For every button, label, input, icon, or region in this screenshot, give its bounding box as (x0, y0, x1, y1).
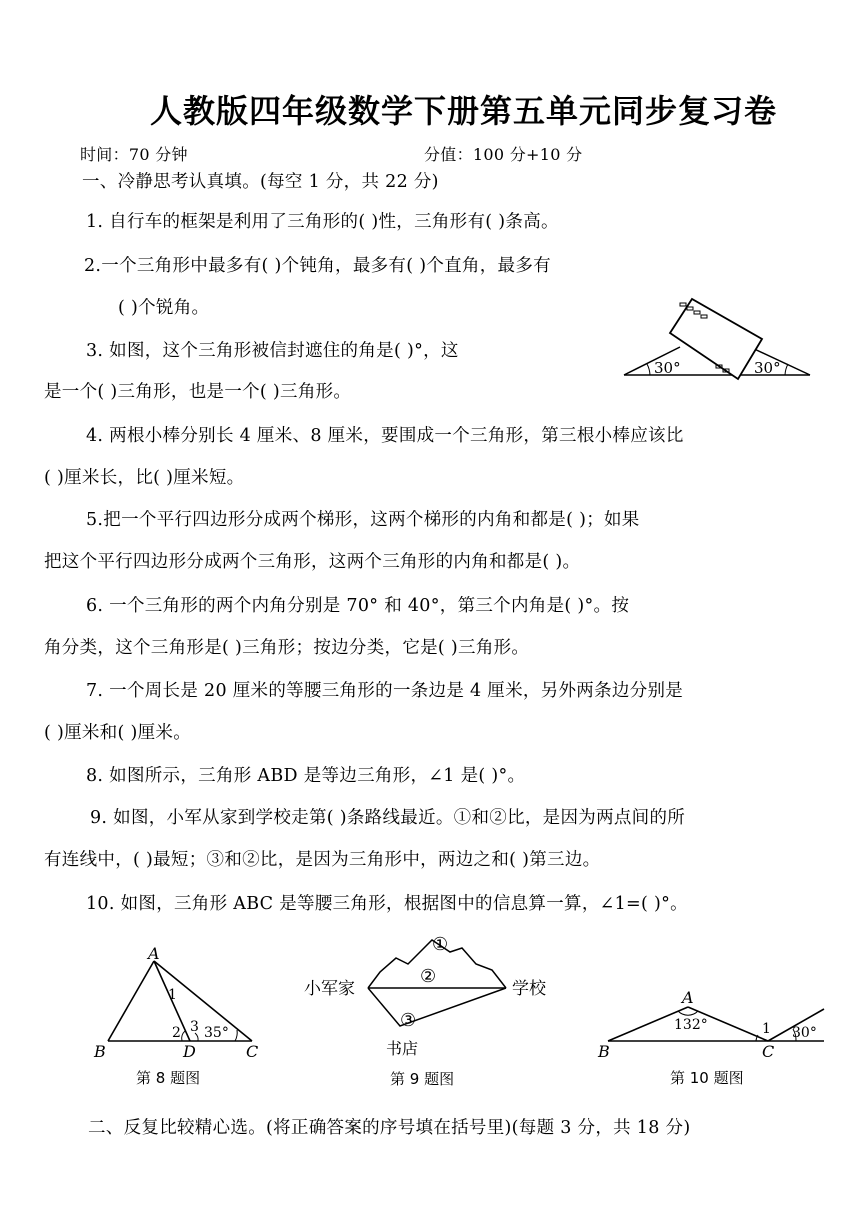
page-title: 人教版四年级数学下册第五单元同步复习卷 (150, 92, 778, 130)
fig9-school-label: 学校 (512, 979, 546, 999)
fig8-label-d: D (183, 1042, 196, 1061)
question-4-line-1: 4. 两根小棒分别长 4 厘米、8 厘米，要围成一个三角形，第三根小棒应该比 (86, 426, 684, 446)
fig10-caption: 第 10 题图 (670, 1069, 744, 1087)
section-1-heading: 一、冷静思考认真填。(每空 1 分，共 22 分) (82, 172, 439, 192)
fig10-angle-132: 132° (674, 1017, 708, 1033)
question-7-line-2: ( )厘米和( )厘米。 (44, 723, 192, 743)
fig8-label-b: B (94, 1042, 106, 1061)
question-8: 8. 如图所示，三角形 ABD 是等边三角形，∠1 是( )°。 (86, 766, 526, 786)
fig8-angle-2: 2 (172, 1025, 181, 1041)
question-3-line-2: 是一个( )三角形，也是一个( )三角形。 (44, 382, 352, 402)
fig9-route-2: ② (420, 966, 437, 987)
fig8-label-c: C (246, 1042, 259, 1061)
fig8-caption: 第 8 题图 (136, 1069, 201, 1087)
exam-score: 分值：100 分+10 分 (424, 145, 583, 164)
fig8-label-a: A (148, 944, 160, 963)
fig9-store-label: 书店 (386, 1039, 419, 1058)
fig10-angle-30: 30° (792, 1025, 817, 1041)
question-2-line-1: 2.一个三角形中最多有( )个钝角，最多有( )个直角，最多有 (84, 256, 551, 276)
question-7-line-1: 7. 一个周长是 20 厘米的等腰三角形的一条边是 4 厘米，另外两条边分别是 (86, 681, 684, 701)
fig10-label-c: C (762, 1042, 775, 1061)
fig8-angle-1: 1 (168, 987, 177, 1003)
exam-time: 时间：70 分钟 (80, 145, 188, 164)
question-2-line-2: ( )个锐角。 (118, 298, 210, 318)
figure-q3-envelope-triangle (620, 295, 820, 385)
fig10-label-a: A (682, 988, 694, 1007)
question-10: 10. 如图，三角形 ABC 是等腰三角形，根据图中的信息算一算，∠1=( )°。 (86, 894, 688, 914)
figure-9-routes (300, 930, 570, 1088)
question-6-line-1: 6. 一个三角形的两个内角分别是 70° 和 40°，第三个内角是( )°。按 (86, 596, 630, 616)
fig10-angle-1: 1 (762, 1021, 771, 1037)
question-1: 1. 自行车的框架是利用了三角形的( )性，三角形有( )条高。 (86, 212, 559, 232)
fig9-caption: 第 9 题图 (390, 1070, 455, 1088)
question-9-line-1: 9. 如图，小军从家到学校走第( )条路线最近。①和②比，是因为两点间的所 (90, 808, 686, 828)
section-2-heading: 二、反复比较精心选。(将正确答案的序号填在括号里)(每题 3 分，共 18 分) (88, 1118, 691, 1138)
question-3-line-1: 3. 如图，这个三角形被信封遮住的角是( )°，这 (86, 341, 459, 361)
question-5-line-2: 把这个平行四边形分成两个三角形，这两个三角形的内角和都是( )。 (44, 552, 581, 572)
figure-10-isosceles (596, 945, 826, 1085)
q3-angle-right-label: 30° (754, 359, 781, 377)
fig9-home-label: 小军家 (304, 979, 355, 999)
question-6-line-2: 角分类，这个三角形是( )三角形；按边分类，它是( )三角形。 (44, 638, 530, 658)
fig9-route-1: ① (432, 934, 449, 955)
figure-8-triangle (90, 945, 270, 1085)
fig10-label-b: B (598, 1042, 610, 1061)
question-5-line-1: 5.把一个平行四边形分成两个梯形，这两个梯形的内角和都是( )；如果 (86, 510, 640, 530)
q3-angle-left-label: 30° (654, 359, 681, 377)
fig8-angle-3: 3 (190, 1019, 199, 1035)
fig8-angle-35: 35° (204, 1025, 229, 1041)
question-9-line-2: 有连线中，( )最短；③和②比，是因为三角形中，两边之和( )第三边。 (44, 850, 601, 870)
question-4-line-2: ( )厘米长，比( )厘米短。 (44, 468, 245, 488)
fig9-route-3: ③ (400, 1010, 417, 1031)
